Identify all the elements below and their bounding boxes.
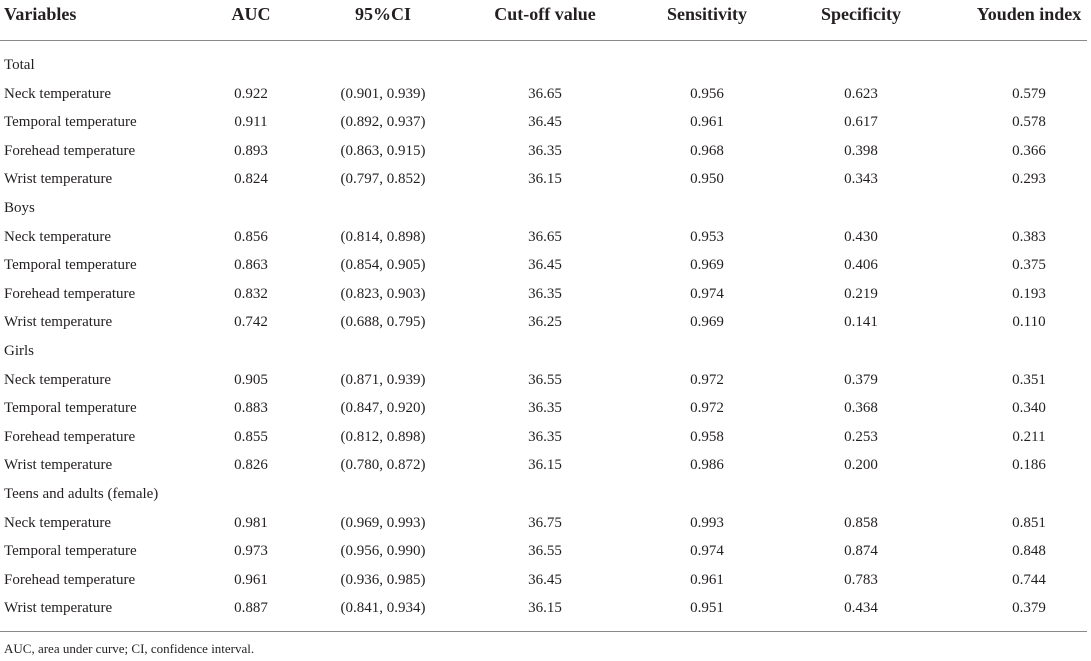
header-sensitivity: Sensitivity [666, 4, 748, 24]
variable-cell: Wrist temperature [4, 171, 113, 188]
value-cell: 0.578 [1012, 114, 1046, 131]
value-cell: 0.398 [844, 142, 878, 159]
value-cell: 0.986 [690, 457, 724, 474]
value-cell: (0.780, 0.872) [340, 457, 426, 474]
table-row [0, 227, 1091, 255]
value-cell: 36.65 [528, 85, 562, 102]
value-cell: 36.15 [528, 171, 562, 188]
value-cell: (0.892, 0.937) [340, 114, 426, 131]
table-row [0, 312, 1091, 340]
header-specificity: Specificity [821, 4, 901, 24]
value-cell: 0.874 [844, 543, 878, 560]
variable-cell: Neck temperature [4, 371, 112, 388]
value-cell: 0.193 [1012, 285, 1046, 302]
value-cell: 0.579 [1012, 85, 1046, 102]
value-cell: 0.340 [1012, 400, 1046, 417]
value-cell: 0.972 [690, 371, 724, 388]
value-cell: 0.851 [1012, 514, 1046, 531]
group-row [0, 55, 1091, 83]
variable-cell: Temporal temperature [4, 114, 137, 131]
value-cell: 0.824 [234, 171, 268, 188]
variable-cell: Wrist temperature [4, 314, 113, 331]
value-cell: 0.953 [690, 228, 724, 245]
value-cell: 36.55 [528, 543, 562, 560]
variable-cell: Temporal temperature [4, 400, 137, 417]
value-cell: 0.368 [844, 400, 878, 417]
value-cell: 0.293 [1012, 171, 1046, 188]
value-cell: 36.45 [528, 257, 562, 274]
value-cell: 0.922 [234, 85, 268, 102]
table-row [0, 169, 1091, 197]
table-row [0, 513, 1091, 541]
value-cell: 0.383 [1012, 228, 1046, 245]
value-cell: (0.812, 0.898) [340, 428, 426, 445]
value-cell: 0.958 [690, 428, 724, 445]
value-cell: 0.366 [1012, 142, 1046, 159]
value-cell: 0.855 [234, 428, 268, 445]
value-cell: 0.856 [234, 228, 268, 245]
table-row [0, 255, 1091, 283]
value-cell: 36.35 [528, 285, 562, 302]
value-cell: (0.901, 0.939) [340, 85, 426, 102]
table-row [0, 427, 1091, 455]
value-cell: (0.797, 0.852) [340, 171, 426, 188]
table-row [0, 598, 1091, 626]
value-cell: 0.905 [234, 371, 268, 388]
group-label: Boys [4, 200, 35, 216]
value-cell: 0.141 [844, 314, 878, 331]
value-cell: 0.623 [844, 85, 878, 102]
header-youden: Youden index [976, 4, 1082, 24]
value-cell: 0.972 [690, 400, 724, 417]
header-auc: AUC [231, 4, 271, 24]
value-cell: 0.961 [690, 571, 724, 588]
value-cell: 0.974 [690, 543, 724, 560]
group-label: Girls [4, 343, 34, 359]
value-cell: 36.25 [528, 314, 562, 331]
value-cell: 0.742 [234, 314, 268, 331]
value-cell: 0.375 [1012, 257, 1046, 274]
variable-cell: Forehead temperature [4, 428, 136, 445]
header-ci: 95%CI [354, 4, 412, 24]
value-cell: 0.200 [844, 457, 878, 474]
value-cell: 0.343 [844, 171, 878, 188]
value-cell: 0.848 [1012, 543, 1046, 560]
table-row [0, 455, 1091, 483]
value-cell: 36.45 [528, 114, 562, 131]
value-cell: 0.832 [234, 285, 268, 302]
header-variables: Variables [4, 4, 77, 24]
group-label: Total [4, 57, 35, 73]
value-cell: 0.961 [234, 571, 268, 588]
value-cell: (0.936, 0.985) [340, 571, 426, 588]
value-cell: 0.826 [234, 457, 268, 474]
value-cell: 36.35 [528, 400, 562, 417]
value-cell: 0.253 [844, 428, 878, 445]
value-cell: 0.893 [234, 142, 268, 159]
value-cell: (0.871, 0.939) [340, 371, 426, 388]
variable-cell: Wrist temperature [4, 600, 113, 617]
value-cell: 0.969 [690, 257, 724, 274]
value-cell: 0.110 [1012, 314, 1046, 331]
value-cell: 36.15 [528, 600, 562, 617]
value-cell: 36.35 [528, 428, 562, 445]
value-cell: 0.858 [844, 514, 878, 531]
value-cell: 0.956 [690, 85, 724, 102]
value-cell: 0.961 [690, 114, 724, 131]
variable-cell: Forehead temperature [4, 571, 136, 588]
variable-cell: Temporal temperature [4, 543, 137, 560]
table-row [0, 84, 1091, 112]
value-cell: 0.969 [690, 314, 724, 331]
group-row [0, 484, 1091, 512]
table-row [0, 284, 1091, 312]
value-cell: (0.854, 0.905) [340, 257, 426, 274]
value-cell: 36.55 [528, 371, 562, 388]
table-row [0, 370, 1091, 398]
value-cell: (0.688, 0.795) [340, 314, 426, 331]
value-cell: 0.887 [234, 600, 268, 617]
table-footnote: AUC, area under curve; CI, confidence interval. [4, 641, 255, 656]
value-cell: (0.823, 0.903) [340, 285, 426, 302]
value-cell: 0.863 [234, 257, 268, 274]
value-cell: 36.15 [528, 457, 562, 474]
value-cell: (0.847, 0.920) [340, 400, 426, 417]
value-cell: 0.379 [1012, 600, 1046, 617]
table-row [0, 141, 1091, 169]
table-row [0, 112, 1091, 140]
value-cell: 0.951 [690, 600, 724, 617]
value-cell: 0.406 [844, 257, 878, 274]
value-cell: (0.956, 0.990) [340, 543, 426, 560]
bottom-rule [0, 631, 1087, 632]
variable-cell: Temporal temperature [4, 257, 137, 274]
value-cell: 0.351 [1012, 371, 1046, 388]
table-row [0, 398, 1091, 426]
value-cell: 0.993 [690, 514, 724, 531]
value-cell: 0.219 [844, 285, 878, 302]
value-cell: 0.744 [1012, 571, 1046, 588]
value-cell: 0.430 [844, 228, 878, 245]
value-cell: 0.968 [690, 142, 724, 159]
table-row [0, 570, 1091, 598]
value-cell: 36.45 [528, 571, 562, 588]
header-rule [0, 40, 1087, 41]
value-cell: (0.969, 0.993) [340, 514, 426, 531]
value-cell: 0.434 [844, 600, 878, 617]
value-cell: 0.973 [234, 543, 268, 560]
variable-cell: Forehead temperature [4, 142, 136, 159]
value-cell: 0.950 [690, 171, 724, 188]
value-cell: 0.883 [234, 400, 268, 417]
value-cell: 0.783 [844, 571, 878, 588]
table-header [0, 0, 1091, 40]
value-cell: 36.75 [528, 514, 562, 531]
group-label: Teens and adults (female) [4, 486, 159, 502]
header-cutoff: Cut-off value [494, 4, 596, 24]
value-cell: 0.617 [844, 114, 878, 131]
value-cell: (0.841, 0.934) [340, 600, 426, 617]
value-cell: 0.974 [690, 285, 724, 302]
value-cell: (0.863, 0.915) [340, 142, 426, 159]
value-cell: (0.814, 0.898) [340, 228, 426, 245]
value-cell: 0.186 [1012, 457, 1046, 474]
variable-cell: Wrist temperature [4, 457, 113, 474]
value-cell: 36.65 [528, 228, 562, 245]
value-cell: 0.981 [234, 514, 268, 531]
value-cell: 0.911 [234, 114, 268, 131]
group-row [0, 341, 1091, 369]
table-row [0, 541, 1091, 569]
variable-cell: Neck temperature [4, 514, 112, 531]
group-row [0, 198, 1091, 226]
variable-cell: Neck temperature [4, 228, 112, 245]
value-cell: 0.211 [1012, 428, 1046, 445]
variable-cell: Forehead temperature [4, 285, 136, 302]
value-cell: 0.379 [844, 371, 878, 388]
variable-cell: Neck temperature [4, 85, 112, 102]
value-cell: 36.35 [528, 142, 562, 159]
